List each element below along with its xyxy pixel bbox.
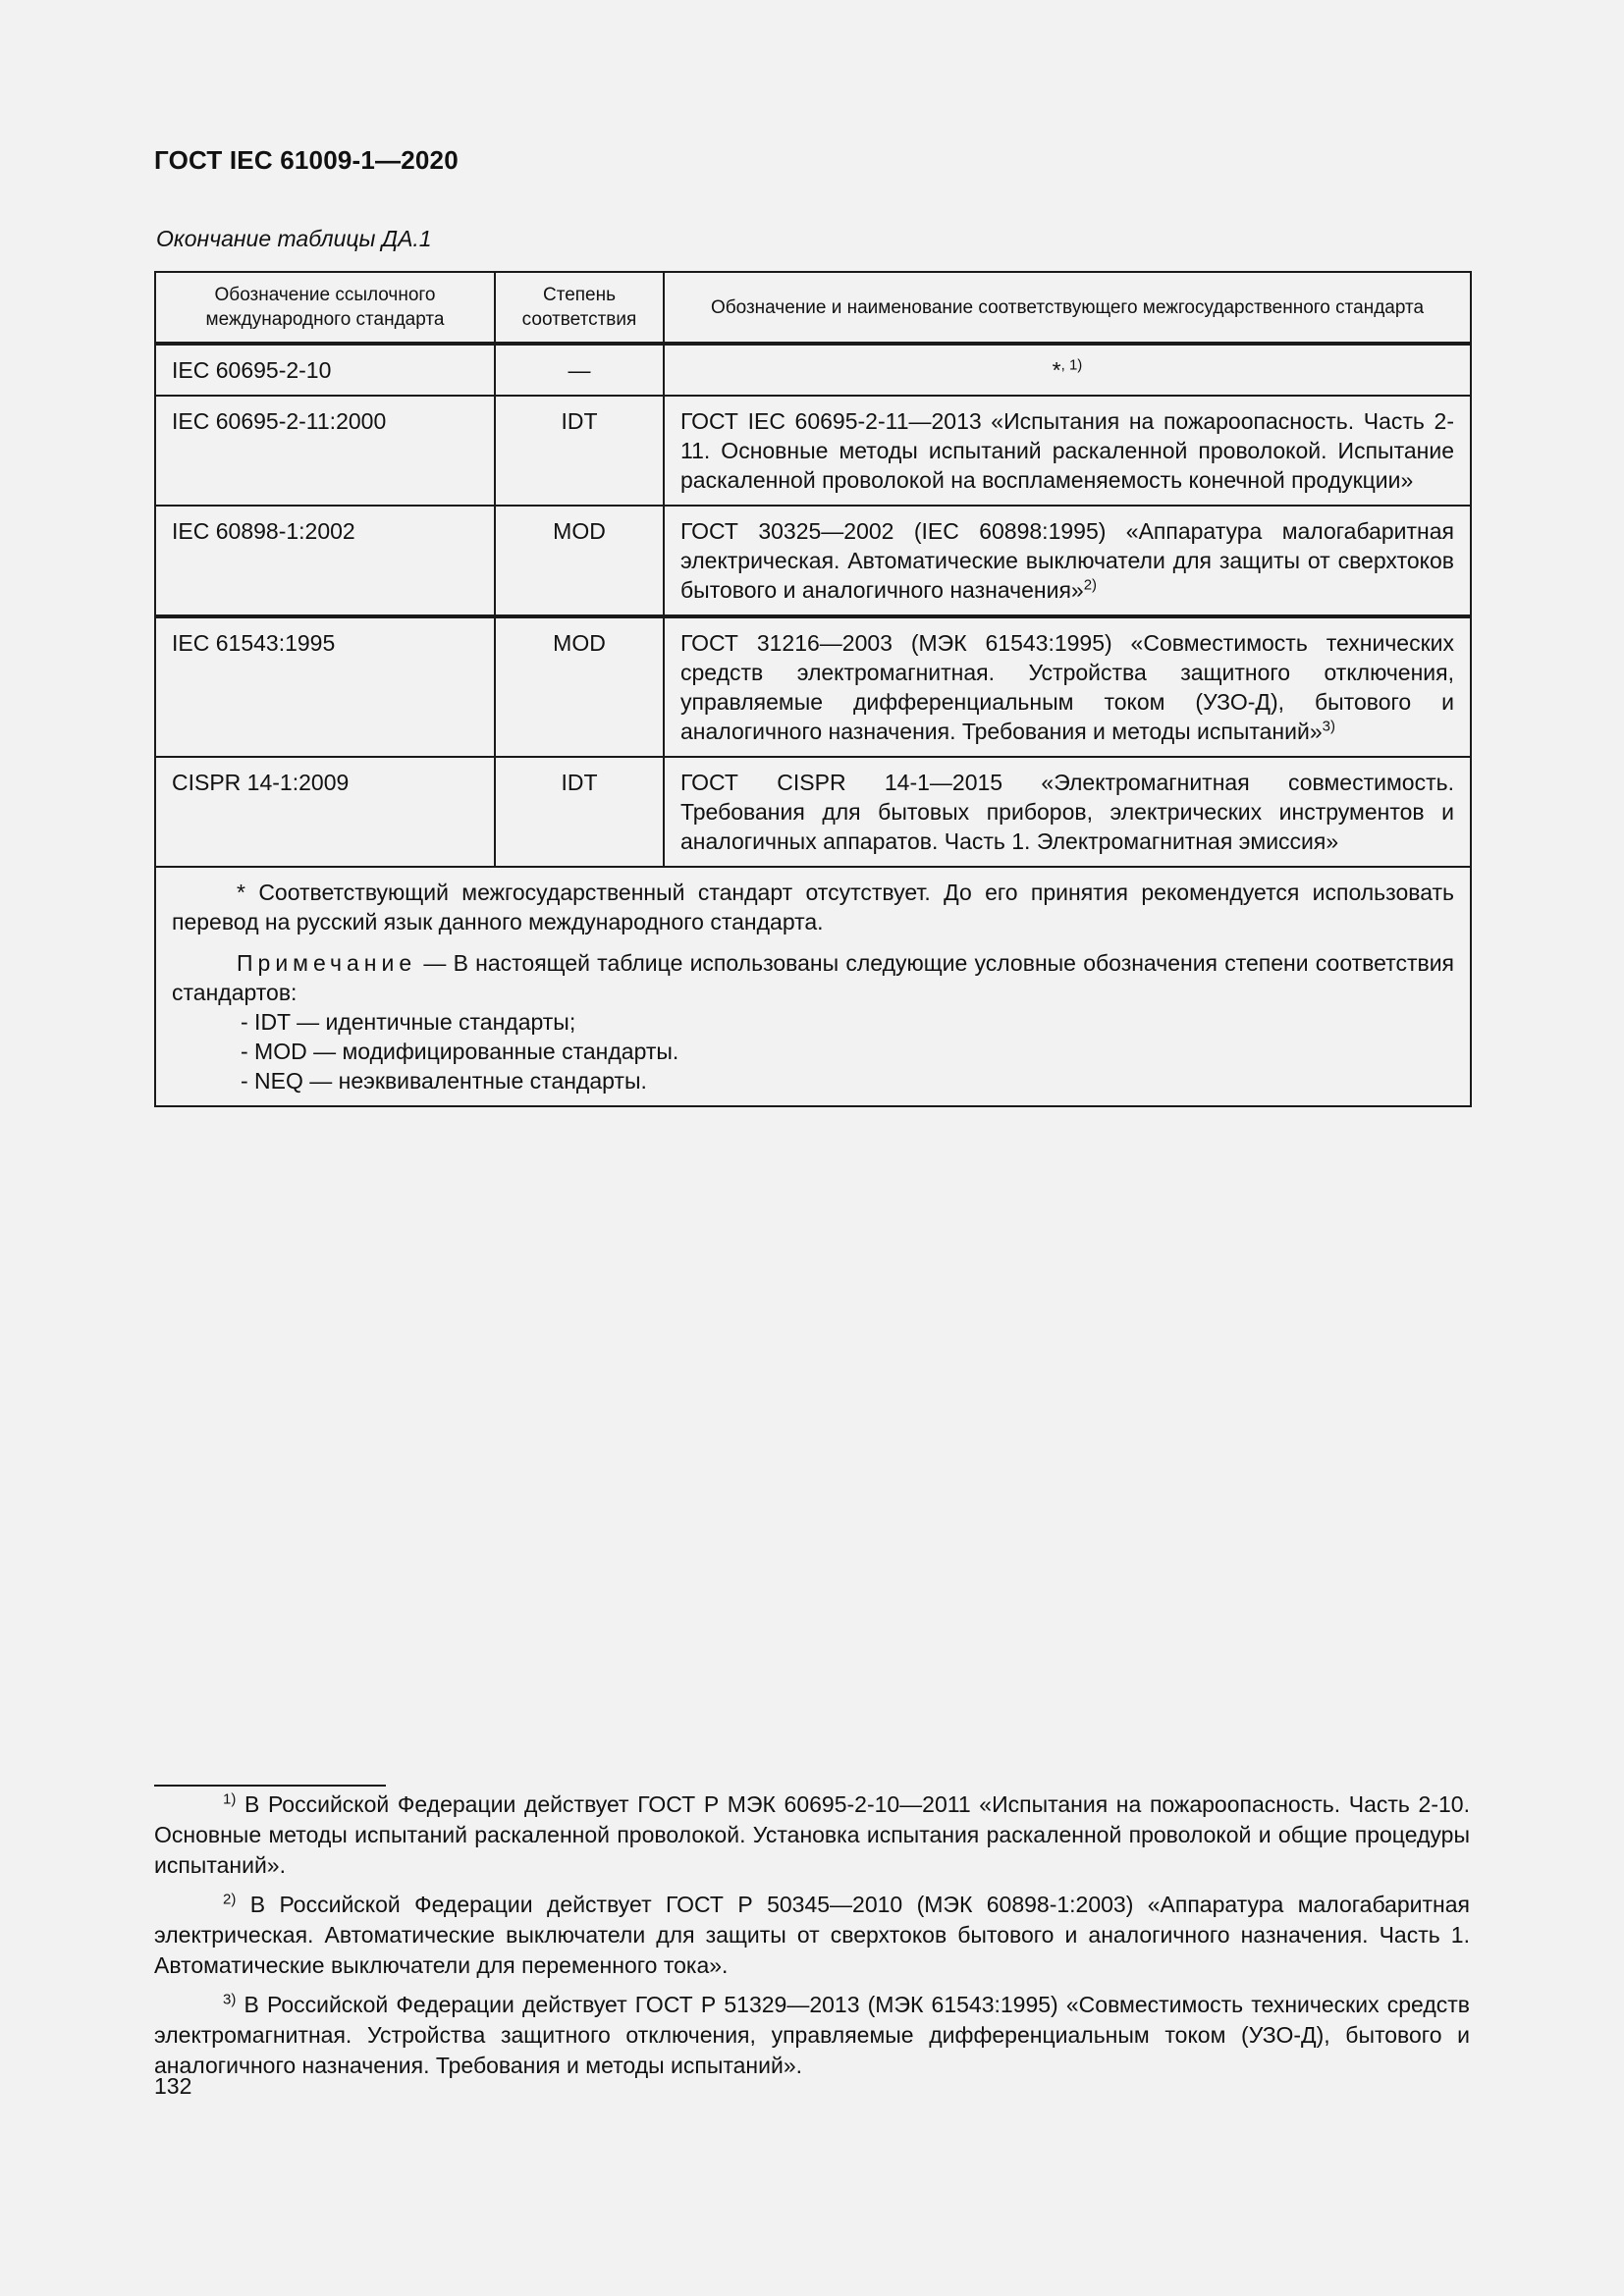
reference-standard-cell: IEC 60695-2-11:2000 — [155, 396, 495, 506]
reference-standard-cell: CISPR 14-1:2009 — [155, 757, 495, 867]
document-title: ГОСТ IEC 61009-1—2020 — [154, 145, 459, 175]
interstate-standard-cell — [664, 344, 1471, 396]
table-row — [155, 344, 1471, 396]
standard-description: ГОСТ 31216—2003 (МЭК 61543:1995) «Совместимость технических средств электромагнитная. Устройства защитного отключения, управляемые дифференциальным током (УЗО-Д), бытового и аналогичного назначения. Требования и методы испытаний» — [680, 630, 1454, 744]
footnote-text: В Российской Федерации действует ГОСТ Р 50345—2010 (МЭК 60898-1:2003) «Аппаратура малогабаритная электрическая. Автоматические выключатели для защиты от сверхтоков бытового и аналогичного назначения. Часть 1. Автоматические выключатели для переменного тока». — [154, 1892, 1470, 1978]
footnote-ref: 3) — [1322, 718, 1335, 735]
degree-cell: IDT — [495, 757, 664, 867]
note-text: — В настоящей таблице использованы следующие условные обозначения степени соответствия стандартов: — [172, 950, 1454, 1005]
footnote-divider — [154, 1785, 386, 1787]
footnote-ref: 2) — [1083, 576, 1098, 594]
footnote-1 — [154, 1789, 1470, 1881]
column-header-interstate-standard: Обозначение и наименование соответствующего межгосударственного стандарта — [664, 272, 1471, 344]
table-row — [155, 396, 1471, 506]
column-header-reference-standard: Обозначение ссылочного международного стандарта — [155, 272, 495, 344]
footnote-ref: , 1) — [1060, 356, 1083, 374]
interstate-standard-cell — [664, 506, 1471, 616]
table-caption: Окончание таблицы ДА.1 — [156, 226, 432, 251]
table-notes-cell — [155, 867, 1471, 1106]
footnote-3 — [154, 1990, 1470, 2081]
interstate-standard-cell — [664, 616, 1471, 757]
interstate-standard-cell — [664, 757, 1471, 867]
footnote-text: В Российской Федерации действует ГОСТ Р МЭК 60695-2-10—2011 «Испытания на пожароопасность. Часть 2-10. Основные методы испытаний раскаленной проволокой. Установка испытания раскаленной проволокой и общие процедуры испытаний». — [154, 1791, 1470, 1878]
table-notes-row — [155, 867, 1471, 1106]
reference-standard-cell: IEC 61543:1995 — [155, 616, 495, 757]
star-footnote: * Соответствующий межгосударственный стандарт отсутствует. До его принятия рекомендуется использовать перевод на русский язык данного международного стандарта. — [172, 880, 1454, 934]
footnote-mark: 1) — [223, 1790, 237, 1808]
degree-cell: MOD — [495, 506, 664, 616]
table-header-row — [155, 272, 1471, 344]
reference-standard-cell: IEC 60695-2-10 — [155, 344, 495, 396]
note-item-neq: - NEQ — неэквивалентные стандарты. — [241, 1068, 647, 1094]
note-item-mod: - MOD — модифицированные стандарты. — [241, 1039, 679, 1064]
footnote-mark: 2) — [223, 1891, 237, 1908]
note-item-idt: - IDT — идентичные стандарты; — [241, 1009, 576, 1035]
note-label: Примечание — [237, 950, 417, 976]
standards-table — [154, 271, 1472, 1107]
star-mark: * — [1052, 357, 1061, 383]
footnote-text: В Российской Федерации действует ГОСТ Р 51329—2013 (МЭК 61543:1995) «Совместимость технических средств электромагнитная. Устройства защитного отключения, управляемые дифференциальным током (УЗО-Д), бытового и аналогичного назначения. Требования и методы испытаний». — [154, 1992, 1470, 2078]
table-row — [155, 757, 1471, 867]
column-header-degree: Степень соответствия — [495, 272, 664, 344]
table-note — [172, 948, 1454, 1007]
page-footnotes — [154, 1789, 1470, 2081]
degree-cell: MOD — [495, 616, 664, 757]
table-row — [155, 616, 1471, 757]
interstate-standard-cell — [664, 396, 1471, 506]
degree-cell: IDT — [495, 396, 664, 506]
reference-standard-cell: IEC 60898-1:2002 — [155, 506, 495, 616]
footnote-2 — [154, 1890, 1470, 1981]
degree-cell: — — [495, 344, 664, 396]
footnote-mark: 3) — [223, 1991, 237, 2008]
table-row — [155, 506, 1471, 616]
standard-description: ГОСТ 30325—2002 (IEC 60898:1995) «Аппаратура малогабаритная электрическая. Автоматические выключатели для защиты от сверхтоков бытового и аналогичного назначения» — [680, 518, 1454, 603]
standard-description: ГОСТ CISPR 14-1—2015 «Электромагнитная совместимость. Требования для бытовых приборов, электрических инструментов и аналогичных аппаратов. Часть 1. Электромагнитная эмиссия» — [680, 770, 1454, 854]
standard-description: ГОСТ IEC 60695-2-11—2013 «Испытания на пожароопасность. Часть 2-11. Основные методы испытаний раскаленной проволокой. Испытание раскаленной проволокой на воспламеняемость конечной продукции» — [680, 408, 1454, 493]
page-number: 132 — [154, 2073, 192, 2099]
